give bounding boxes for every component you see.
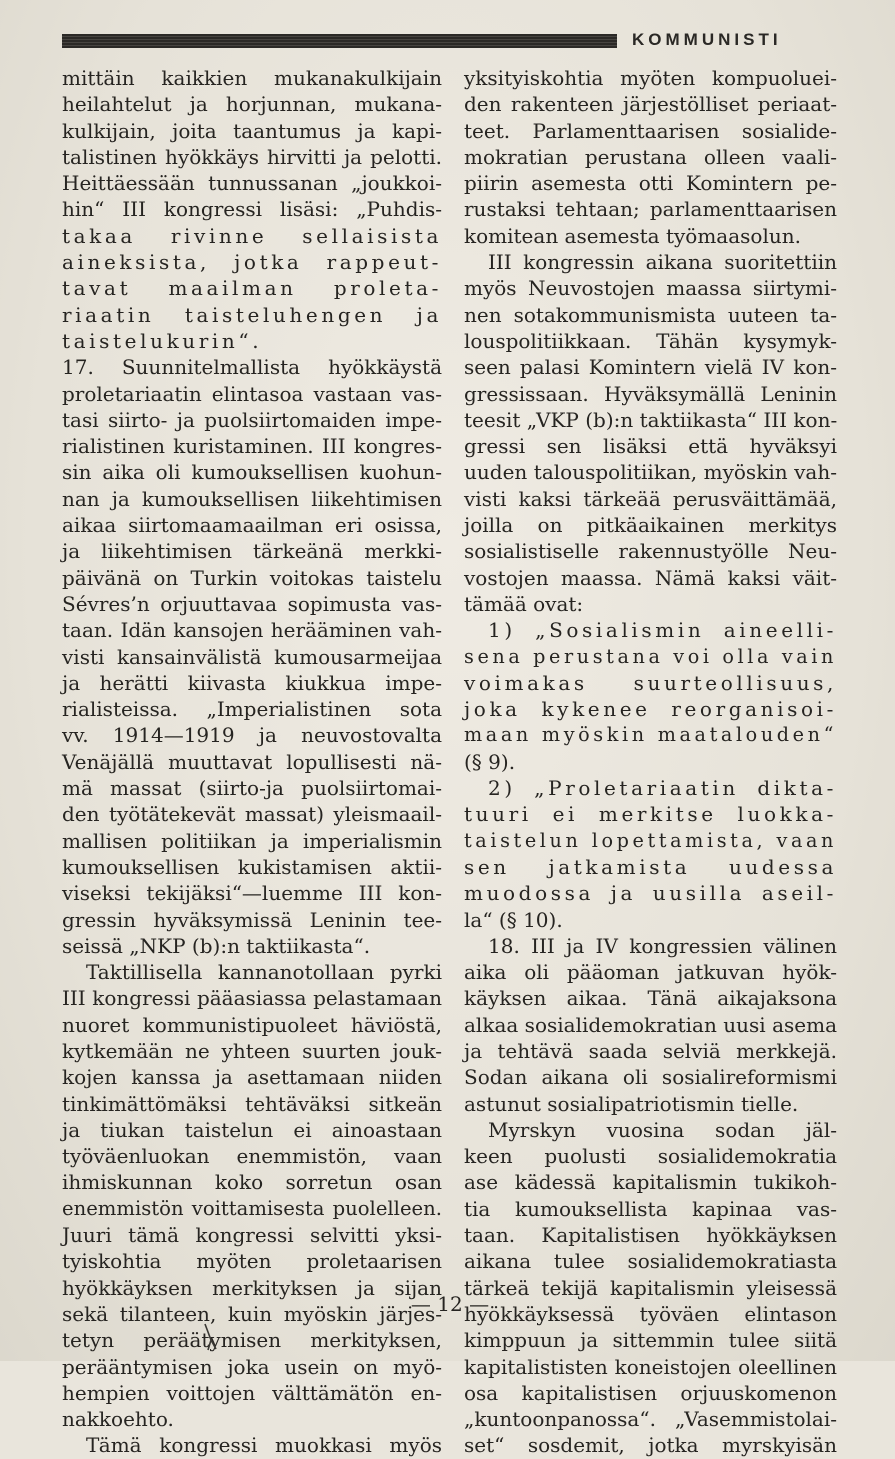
- text-line: heilahtelut ja horjunnan, mukana-: [62, 92, 442, 117]
- text-line: visti kaksi tärkeää perusväittämää,: [464, 486, 837, 511]
- text-line: voimakas suurteollisuus,: [464, 670, 837, 695]
- text-line: tetyn peräätymisen merkityksen,: [62, 1328, 442, 1353]
- text-line: seen palasi Komintern vielä IV kon-: [464, 355, 837, 380]
- text-line: mallisen politiikan ja imperialismin: [62, 828, 442, 853]
- text-line: ja herätti kiivasta kiukkua impe-: [62, 670, 442, 695]
- text-line: Taktillisella kannanotollaan pyrki: [86, 960, 442, 985]
- text-line: ja tiukan taistelun ei ainoastaan: [62, 1117, 442, 1142]
- text-line: louspolitiikkaan. Tähän kysymyk-: [464, 328, 837, 353]
- left-text-column: [62, 65, 442, 1459]
- text-line: vv. 1914—1919 ja neuvostovalta: [62, 723, 442, 748]
- text-line: Sodan aikana oli sosialireformismi: [464, 1065, 837, 1090]
- text-line: yksityiskohtia myöten kompuoluei-: [464, 66, 837, 90]
- text-line: proletariaatin elintasoa vastaan vas-: [62, 381, 442, 406]
- text-line: (§ 9).: [464, 749, 516, 774]
- text-line: den rakenteen järjestölliset periaat-: [464, 92, 837, 117]
- text-line: piirin asemesta otti Komintern pe-: [464, 171, 837, 196]
- header-rule: [62, 34, 617, 48]
- text-line: Tämä kongressi muokkasi myös: [86, 1433, 442, 1458]
- text-line: kimppuun ja sittemmin tulee siitä: [464, 1328, 837, 1353]
- text-line: sen jatkamista uudessa: [464, 854, 837, 879]
- text-line: perääntymisen joka usein on myö-: [62, 1354, 442, 1379]
- text-line: päivänä on Turkin voitokas taistelu: [62, 565, 442, 590]
- text-line: taistelukurin“.: [62, 328, 263, 353]
- text-line: nuoret kommunistipuoleet häviöstä,: [62, 1012, 442, 1037]
- text-line: joilla on pitkäaikainen merkitys: [464, 513, 837, 538]
- text-line: aikaa siirtomaamaailman eri osissa,: [62, 513, 442, 538]
- text-line: sin aika oli kumouksellisen kuohun-: [62, 460, 442, 485]
- text-line: rialistinen kuristaminen. III kongres-: [62, 434, 442, 459]
- text-line: Myrskyn vuosina sodan jäl-: [488, 1117, 837, 1142]
- text-line: tasi siirto- ja puolsiirtomaiden impe-: [62, 407, 442, 432]
- text-line: myös Neuvostojen maassa siirtymi-: [464, 276, 837, 301]
- text-line: sekä tilanteen, kuin myöskin järjes-: [62, 1301, 442, 1326]
- text-line: 2) „Proletariaatin dikta-: [488, 776, 837, 801]
- text-line: keen puolusti sosialidemokratia: [464, 1144, 837, 1169]
- text-line: hempien voittojen välttämätön en-: [62, 1380, 442, 1405]
- text-line: aineksista, jotka rappeut-: [62, 250, 442, 275]
- text-line: tyiskohtia myöten proletaarisen: [62, 1249, 442, 1274]
- text-line: gressin hyväksymissä Leninin tee-: [62, 907, 442, 932]
- text-line: Venäjällä muuttavat lopullisesti nä-: [62, 749, 442, 774]
- text-line: nen sotakommunismista uuteen ta-: [464, 302, 837, 327]
- text-line: alkaa sosialidemokratian uusi asema: [464, 1012, 837, 1037]
- text-line: set“ sosdemit, jotka myrskyisän: [464, 1433, 837, 1458]
- text-line: ja tehtävä saada selviä merkkejä.: [464, 1038, 837, 1063]
- text-line: tia kumouksellista kapinaa vas-: [464, 1196, 837, 1221]
- ink-mark: [202, 1322, 218, 1352]
- text-line: talistinen hyökkäys hirvitti ja pelotti.: [62, 144, 442, 169]
- text-line: taan. Idän kansojen herääminen vah-: [62, 618, 442, 643]
- text-line: rustaksi tehtaan; parlamenttaarisen: [464, 197, 837, 222]
- text-line: tuuri ei merkitse luokka-: [464, 802, 837, 827]
- text-line: Heittäessään tunnussanan „joukkoi-: [62, 171, 442, 196]
- text-line: nan ja kumouksellisen liikehtimisen: [62, 486, 442, 511]
- text-line: enemmistön voittamisesta puolelleen.: [62, 1196, 442, 1220]
- text-line: „kuntoonpanossa“. „Vasemmistolai-: [464, 1407, 837, 1432]
- text-line: den työtätekevät massat) yleismaail-: [62, 802, 442, 827]
- text-line: 1) „Sosialismin aineelli-: [488, 618, 837, 643]
- text-line: osa kapitalistisen orjuuskomenon: [464, 1380, 837, 1405]
- text-line: työväenluokan enemmistön, vaan: [62, 1144, 442, 1169]
- text-line: aikana tulee sosialidemokratiasta: [464, 1249, 837, 1274]
- text-line: mittäin kaikkien mukanakulkijain: [62, 66, 442, 90]
- text-line: tärkeä tekijä kapitalismin yleisessä: [464, 1275, 837, 1300]
- text-line: hyökkäyksessä työväen elintason: [464, 1301, 837, 1326]
- text-line: teesit „VKP (b):n taktiikasta“ III kon-: [464, 407, 838, 432]
- text-line: muodossa ja uusilla aseil-: [464, 881, 837, 906]
- text-line: sosialistiselle rakennustyölle Neu-: [464, 539, 837, 564]
- text-line: 18. III ja IV kongressien välinen: [488, 933, 837, 958]
- text-line: ihmiskunnan koko sorretun osan: [62, 1170, 442, 1195]
- text-line: kumouksellisen kukistamisen aktii-: [62, 854, 442, 879]
- text-line: astunut sosialipatriotismin tielle.: [464, 1091, 799, 1116]
- text-line: mokratian perustana olleen vaali-: [464, 144, 837, 169]
- text-line: aika oli pääoman jatkuvan hyök-: [464, 960, 837, 985]
- text-line: kytkemään ne yhteen suurten jouk-: [62, 1038, 442, 1063]
- right-text-column: [464, 65, 837, 1459]
- text-line: kapitalististen koneistojen oleellinen: [464, 1354, 837, 1379]
- text-line: Juuri tämä kongressi selvitti yksi-: [62, 1223, 442, 1248]
- text-line: tinkimättömäksi tehtäväksi sitkeän: [62, 1091, 442, 1116]
- text-line: vostojen maassa. Nämä kaksi väit-: [464, 565, 837, 590]
- text-line: gressi sen lisäksi että hyväksyi: [464, 434, 837, 459]
- text-line: rialisteissa. „Imperialistinen sota: [62, 697, 442, 722]
- text-line: teet. Parlamenttaarisen sosialide-: [464, 118, 837, 143]
- text-line: taistelun lopettamista, vaan: [464, 828, 837, 852]
- text-line: riaatin taisteluhengen ja: [62, 302, 442, 327]
- text-line: viseksi tekijäksi“—luemme III kon-: [62, 881, 442, 906]
- text-line: uuden talouspolitiikan, myöskin vah-: [464, 460, 837, 485]
- text-line: ja liikehtimisen tärkeänä merkki-: [62, 539, 442, 564]
- text-line: hyökkäyksen merkityksen ja sijan: [62, 1275, 442, 1300]
- text-line: gressissaan. Hyväksymällä Leninin: [464, 381, 837, 406]
- text-line: visti kansainvälistä kumousarmeijaa: [62, 644, 442, 669]
- text-line: taan. Kapitalistisen hyökkäyksen: [464, 1223, 837, 1248]
- text-line: III kongressin aikana suoritettiin: [488, 250, 837, 275]
- text-line: tämää ovat:: [464, 591, 584, 616]
- text-line: käyksen aikaa. Tänä aikajaksona: [464, 986, 837, 1011]
- text-line: seissä „NKP (b):n taktiikasta“.: [62, 933, 371, 958]
- text-line: tavat maailman proleta-: [62, 276, 442, 301]
- text-line: nakkoehto.: [62, 1407, 174, 1432]
- running-header-title: KOMMUNISTI: [632, 30, 782, 49]
- text-line: hin“ III kongressi lisäsi: „Puhdis-: [62, 197, 442, 222]
- text-line: ase kädessä kapitalismin tukikoh-: [464, 1170, 837, 1195]
- text-line: maan myöskin maatalouden“: [464, 723, 837, 747]
- text-line: la“ (§ 10).: [464, 907, 563, 932]
- text-line: III kongressi pääasiassa pelastamaan: [62, 986, 442, 1011]
- page-number: — 12 —: [410, 1292, 490, 1316]
- text-line: kulkijain, joita taantumus ja kapi-: [62, 118, 442, 143]
- text-line: sena perustana voi olla vain: [464, 644, 837, 668]
- text-line: 17. Suunnitelmallista hyökkäystä: [62, 355, 442, 380]
- text-line: kojen kanssa ja asettamaan niiden: [62, 1065, 442, 1090]
- text-line: takaa rivinne sellaisista: [62, 223, 442, 248]
- text-line: komitean asemesta työmaasolun.: [464, 223, 801, 248]
- text-line: mä massat (siirto-ja puolsiirtomai-: [62, 776, 442, 801]
- text-line: Sévres’n orjuuttavaa sopimusta vas-: [62, 591, 442, 616]
- text-line: joka kykenee reorganisoi-: [464, 697, 837, 722]
